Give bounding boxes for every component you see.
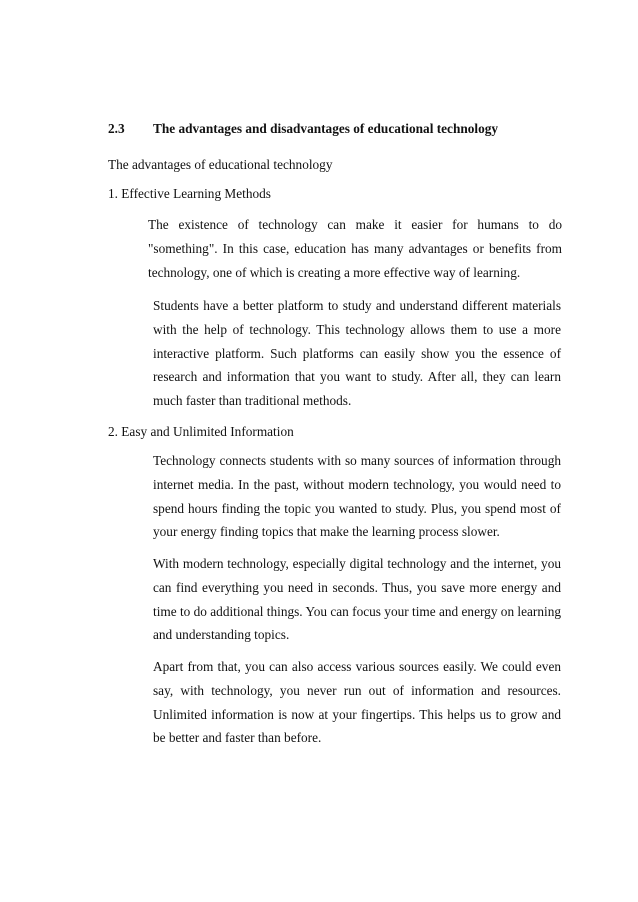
item-heading-unlimited-information: 2. Easy and Unlimited Information xyxy=(108,424,294,439)
item-heading-effective-learning: 1. Effective Learning Methods xyxy=(108,186,271,201)
paragraph: Students have a better platform to study and understand different materials with the help of technology. This technology allows them to use a more interactive platform. Such platforms can easily show you the essence of research and information that you want to study. After all, they can learn much faster than traditional methods. xyxy=(153,298,561,409)
paragraph: Technology connects students with so many sources of information through internet media. In the past, without modern technology, you would need to spend hours finding the topic you wanted to study. Plus, you spend most of your energy finding topics that make the learning process slower. xyxy=(153,453,561,540)
section-title: The advantages and disadvantages of educational technology xyxy=(153,121,499,136)
subtitle: The advantages of educational technology xyxy=(108,157,333,172)
section-number: 2.3 xyxy=(108,121,125,136)
paragraph: With modern technology, especially digital technology and the internet, you can find everything you need in seconds. Thus, you save more energy and time to do additional things. You can focus your time and energy on learning and understanding topics. xyxy=(153,556,561,643)
paragraph: The existence of technology can make it easier for humans to do "something". In this case, education has many advantages or benefits from technology, one of which is creating a more effective way of learning. xyxy=(148,217,562,280)
paragraph: Apart from that, you can also access various sources easily. We could even say, with technology, you never run out of information and resources. Unlimited information is now at your fingertips. This helps us to grow and be better and faster than before. xyxy=(153,659,561,746)
section-heading xyxy=(108,121,498,137)
